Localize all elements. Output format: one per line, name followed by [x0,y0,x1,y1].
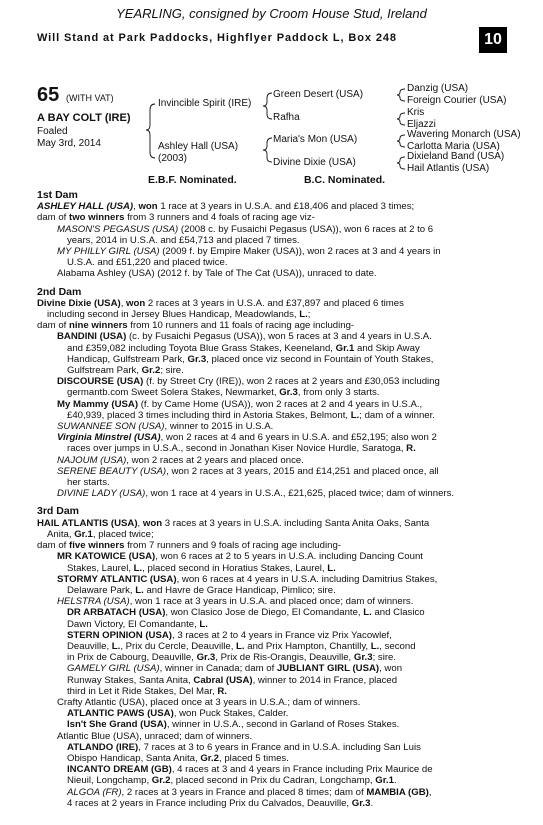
catalogue-line [37,787,515,798]
text-run: won [142,517,163,529]
text-run: , 2 races at 3 years in France and placed 8 times; dam of [121,786,367,798]
text-run: MASON'S PEGASUS (USA) [57,223,179,235]
text-run: . [393,775,397,787]
catalogue-line [37,320,515,331]
catalogue-line [37,652,515,663]
catalogue-line [37,742,515,753]
text-run: ; [307,309,311,321]
text-run: BANDINI (USA) [57,331,127,343]
text-run: , [428,786,432,798]
text-run: , Prix du Cercle, Deauville, [120,640,237,652]
text-run: and £359,082 including Toyota Blue Grass Stakes, Keeneland, [67,342,336,354]
catalogue-line [37,753,515,764]
text-run: MR KATOWICE (USA) [57,551,156,563]
text-run: , winner in Canada; dam of [159,663,277,675]
catalogue-line [37,257,515,268]
ancestor-2: Foreign Courier (USA) [407,95,507,106]
text-run: Gr.3 [279,387,298,399]
catalogue-line [37,298,515,309]
dam-dam-name: Divine Dixie (USA) [273,157,356,168]
text-run: (2009 f. by Empire Maker (USA)), won 2 races at 3 and 4 years in [159,246,441,258]
catalogue-line [37,331,515,342]
text-run: Gr.2 [200,752,220,764]
text-run: INCANTO DREAM (GB) [67,764,172,776]
text-run: and Clasico [371,607,425,619]
text-run: DR ARBATACH (USA) [67,607,166,619]
text-run: ALGOA (FR) [67,786,122,798]
section-heading [37,287,515,298]
text-run: races over jumps in U.S.A., second in Jonathan Kiser Novice Hurdle, Saratoga, [67,443,407,455]
text-run: , won 1 race at 3 years in U.S.A. and placed once; dam of winners. [129,596,414,608]
text-run: L. [135,584,144,596]
ancestor-8: Hail Atlantis (USA) [407,163,490,174]
text-run: L. [111,640,121,652]
text-run: , won 1 race at 4 years in U.S.A., £21,625, placed twice; dam of winners. [145,488,455,500]
catalogue-line [37,387,515,398]
text-run: Gulfstream Park, [67,365,142,377]
text-run: 3rd Dam [37,505,80,518]
catalogue-line [37,551,515,562]
text-run: , [137,517,143,529]
catalogue-line [37,719,515,730]
text-run: 1st Dam [37,189,78,201]
text-run: Handicap, Gulfstream Park, [67,353,188,365]
text-run: , Prix de Ris-Orangis, Deauville, [215,652,354,664]
catalogue-line [37,630,515,641]
text-run: HAIL ATLANTIS (USA) [37,517,138,529]
sire-sire-name: Green Desert (USA) [273,89,364,100]
text-run: Gr.2 [141,365,161,377]
text-run: L. [199,618,208,630]
text-run: Divine Dixie (USA) [37,297,121,309]
lot-badge: 10 [479,27,507,53]
stand-location: Will Stand at Park Paddocks, Highflyer Paddock L, Box 248 [37,32,397,44]
text-run: SUWANNEE SON (USA) [57,421,165,433]
catalogue-line [37,477,515,488]
catalogue-line [37,675,515,686]
text-run: including second in Jersey Blues Handicap, Meadowlands, [47,309,300,321]
catalogue-line [37,432,515,443]
text-run: Isn't She Grand (USA) [67,719,167,731]
text-run: Anita, [47,528,75,540]
text-run: , won 2 races at 2 years and placed once. [126,454,304,466]
catalogue-line [37,708,515,719]
catalogue-line [37,596,515,607]
lot-description: A BAY COLT (IRE) [37,112,131,124]
text-run: Nieuil, Longchamp, [67,775,152,787]
catalogue-line [37,246,515,257]
catalogue-line [37,455,515,466]
text-run: Atlantic Blue (USA), unraced; dam of winners. [57,730,253,742]
text-run: (2008 c. by Fusaichi Pegasus (USA)), won 6 races at 2 to 6 [178,223,434,235]
text-run: Runway Stakes, Santa Anita, [67,674,194,686]
text-run: and Havre de Grace Handicap, Pimlico; sire. [143,584,336,596]
foaled-label: Foaled [37,126,68,137]
catalogue-line [37,376,515,387]
text-run: MY PHILLY GIRL (USA) [57,246,160,258]
text-run: . [370,797,374,809]
ancestor-3: Kris [407,107,425,118]
text-run: L. [350,409,360,421]
text-run: five winners [69,540,125,552]
text-run: Delaware Park, [67,584,136,596]
text-run: Crafty Atlantic (USA), placed once at 3 years in U.S.A.; dam of winners. [57,696,361,708]
catalogue-line [37,731,515,742]
catalogue-line [37,518,515,529]
text-run: from 3 runners and 4 foals of racing age viz- [124,212,315,224]
catalogue-line [37,212,515,223]
catalogue-line [37,775,515,786]
text-run: , winner to 2015 in U.S.A. [164,421,274,433]
text-run: L. [370,640,380,652]
text-run: ATLANTIC PAWS (USA) [67,708,174,720]
text-run: dam of [37,540,69,552]
text-run: L. [363,607,372,619]
text-run: , won [379,663,403,675]
text-run: £40,939, placed 3 times including third in Astoria Stakes, Belmont, [67,409,351,421]
ancestor-1: Danzig (USA) [407,83,469,94]
catalogue-line [37,574,515,585]
ancestor-4: Eljazzi [407,119,436,130]
catalogue-line [37,466,515,477]
catalogue-line [37,686,515,697]
dam-sire-name: Maria's Mon (USA) [273,134,358,145]
vat-note: (WITH VAT) [66,93,114,103]
text-run: L. [327,562,336,574]
text-run: third in Let it Ride Stakes, Del Mar, [67,685,218,697]
catalogue-line [37,421,515,432]
text-run: ; sire. [372,652,397,664]
ancestor-5: Wavering Monarch (USA) [407,129,521,140]
catalogue-line [37,619,515,630]
catalogue-line [37,488,515,499]
catalogue-line [37,399,515,410]
text-run: Gr.3 [351,797,371,809]
text-run: 2 races at 3 years in U.S.A. and £37,897 and placed 6 times [145,297,404,309]
catalogue-line [37,563,515,574]
text-run: DIVINE LADY (USA) [57,488,146,500]
text-run: dam of [37,320,69,332]
text-run: STERN OPINION (USA) [67,629,173,641]
text-run: 1 race at 3 years in U.S.A. and £18,406 and placed 3 times; [157,201,415,213]
text-run: L. [236,640,245,652]
text-run: My Mammy (USA) [57,398,139,410]
text-run: Gr.2 [151,775,171,787]
text-run: Gr.1 [74,528,93,540]
text-run: germantb.com Sweet Solera Stakes, Newmarket, [67,387,280,399]
text-run: , placed second in Horatius Stakes, Laurel, [142,562,328,574]
text-run: , placed second in Prix du Cadran, Longchamp, [170,775,376,787]
text-run: , winner to 2014 in France, placed [252,674,398,686]
text-run: , placed 5 times. [219,752,289,764]
text-run: won [126,297,146,309]
sire-dam-name: Rafha [273,112,300,123]
text-run: dam of [37,212,69,224]
text-run: R. [406,443,416,455]
text-run: JUBLIANT GIRL (USA) [276,663,380,675]
bc-nominated: B.C. Nominated. [304,174,386,186]
catalogue-line [37,354,515,365]
text-run: years, 2014 in U.S.A. and £54,713 and placed 7 times. [67,234,300,246]
catalogue-line [37,443,515,454]
text-run: , won 2 races at 3 years, 2015 and £14,251 and placed once, all [166,465,439,477]
text-run: , [120,297,127,309]
text-run: , won 6 races at 2 to 5 years in U.S.A. including Dancing Count [155,551,423,563]
text-run: GAMELY GIRL (USA) [67,663,160,675]
text-run: her starts. [67,477,110,489]
text-run: ATLANDO (IRE) [67,741,139,753]
text-run: , placed once viz second in Fountain of Youth Stakes, [206,353,434,365]
catalogue-line [37,641,515,652]
text-run: , winner in U.S.A., second in Garland of Roses Stakes. [166,719,400,731]
text-run: , 7 races at 3 to 6 years in France and in U.S.A. including San Luis [138,741,421,753]
text-run: , [133,201,139,213]
text-run: , 4 races at 3 and 4 years in France including Prix Maurice de [171,764,433,776]
text-run: (c. by Fusaichi Pegasus (USA)), won 5 races at 3 and 4 years in U.S.A. [126,331,432,343]
text-run: two winners [69,212,125,224]
ancestor-7: Dixieland Band (USA) [407,151,505,162]
dam-name: Ashley Hall (USA) [158,141,239,152]
text-run: 2nd Dam [37,285,82,298]
text-run: , from only 3 starts. [297,387,380,399]
text-run: DISCOURSE (USA) [57,376,144,388]
text-run: , second [379,640,416,652]
text-run: from 10 runners and 11 foals of racing age including- [127,320,355,332]
catalogue-line [37,201,515,212]
sire-name: Invincible Spirit (IRE) [158,98,252,109]
sale-header: YEARLING, consigned by Croom House Stud, Ireland [116,6,427,21]
text-run: R. [217,685,227,697]
catalogue-line [37,365,515,376]
catalogue-body [37,190,515,809]
ancestor-6: Carlotta Maria (USA) [407,141,500,152]
catalogue-line [37,663,515,674]
text-run: ; sire. [160,365,184,377]
text-run: nine winners [69,320,128,332]
text-run: Deauville, [67,640,112,652]
catalogue-line [37,540,515,551]
text-run: , won 6 races at 4 years in U.S.A. including Damitrius Stakes, [176,573,438,585]
text-run: U.S.A. and £51,220 and placed twice. [67,257,228,269]
catalogue-line [37,697,515,708]
text-run: and Skip Away [354,342,420,354]
catalogue-line [37,235,515,246]
text-run: L. [299,309,308,321]
catalogue-line [37,764,515,775]
text-run: in Prix de Cabourg, Deauville, [67,652,197,664]
text-run: SERENE BEAUTY (USA) [57,465,167,477]
dam-year: (2003) [158,153,187,164]
text-run: Alabama Ashley (USA) (2012 f. by Tale of The Cat (USA)), unraced to date. [57,268,377,280]
text-run: Stakes, Laurel, [67,562,134,574]
text-run: , won Puck Stakes, Calder. [173,708,289,720]
text-run: ASHLEY HALL (USA) [37,201,134,213]
text-run: 3 races at 3 years in U.S.A. including Santa Anita Oaks, Santa [162,517,430,529]
text-run: Gr.3 [353,652,373,664]
catalogue-line [37,309,515,320]
foaled-date: May 3rd, 2014 [37,138,101,149]
section-heading [37,190,515,201]
catalogue-line [37,585,515,596]
text-run: Gr.1 [335,342,355,354]
catalogue-line [37,529,515,540]
text-run: Obispo Handicap, Santa Anita, [67,752,201,764]
text-run: MAMBIA (GB) [366,786,429,798]
text-run: HELSTRA (USA) [57,596,130,608]
text-run: STORMY ATLANTIC (USA) [57,573,177,585]
catalogue-line [37,268,515,279]
catalogue-line [37,798,515,809]
text-run: Gr.3 [187,353,207,365]
text-run: 4 races at 2 years in France including Prix du Calvados, Deauville, [67,797,352,809]
catalogue-line [37,410,515,421]
text-run: ; dam of a winner. [359,409,435,421]
catalogue-line [37,607,515,618]
text-run: Dawn Victory, El Comandante, [67,618,200,630]
text-run: Virginia Minstrel (USA) [57,432,161,444]
text-run: (f. by Came Home (USA)), won 2 races at 2 and 4 years in U.S.A., [138,398,423,410]
text-run: Cabral (USA) [193,674,253,686]
catalogue-line [37,224,515,235]
text-run: L. [133,562,143,574]
text-run: , placed twice; [92,528,154,540]
text-run: , won 2 races at 4 and 6 years in U.S.A. and £52,195; also won 2 [160,432,437,444]
text-run: Gr.1 [375,775,394,787]
text-run: Gr.3 [196,652,216,664]
section-heading [37,506,515,517]
text-run: won [138,201,158,213]
text-run: NAJOUM (USA) [57,454,127,466]
catalogue-line [37,343,515,354]
text-run: (f. by Street Cry (IRE)), won 2 races at 2 years and £30,053 including [143,376,440,388]
lot-number: 65 [37,84,60,106]
text-run: from 7 runners and 9 foals of racing age including- [124,540,341,552]
text-run: and Prix Hampton, Chantilly, [244,640,371,652]
ebf-nominated: E.B.F. Nominated. [148,174,237,186]
text-run: , won Clasico Jose de Diego, El Comandante, [165,607,364,619]
text-run: , 3 races at 2 to 4 years in France viz Prix Yacowlef, [172,629,392,641]
